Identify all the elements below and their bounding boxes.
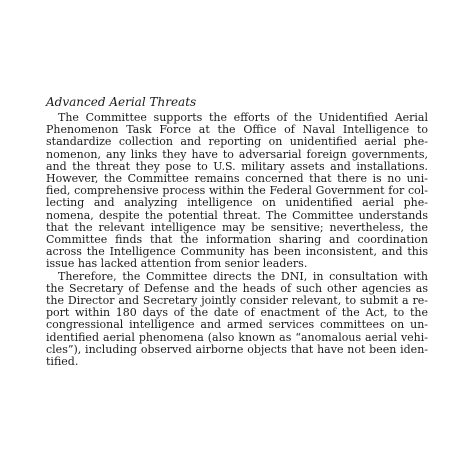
text-line: that the relevant intelligence may be sensitive; nevertheless, the	[46, 220, 428, 234]
text-line: across the Intelligence Community has been inconsistent, and this	[46, 245, 428, 259]
text-line: and the threat they pose to U.S. military assets and installations.	[46, 159, 428, 173]
text-line: Phenomenon Task Force at the Office of Naval Intelligence to	[46, 123, 428, 137]
text-line: nomena, despite the potential threat. The Committee understands	[46, 208, 428, 222]
section-heading: Advanced Aerial Threats	[46, 95, 197, 109]
text-line: Committee finds that the information sharing and coordination	[46, 233, 428, 247]
text-line: The Committee supports the efforts of the Unidentified Aerial	[58, 111, 428, 124]
paragraph-1	[46, 112, 428, 271]
text-line: nomenon, any links they have to adversarial foreign governments,	[46, 147, 428, 161]
text-line: the Director and Secretary jointly consider relevant, to submit a re-	[46, 294, 428, 308]
text-line: However, the Committee remains concerned that there is no uni-	[46, 172, 428, 186]
text-line: standardize collection and reporting on unidentified aerial phe-	[46, 135, 428, 149]
text-line: issue has lacked attention from senior leaders.	[46, 257, 308, 271]
text-block	[46, 94, 428, 368]
text-line: congressional intelligence and armed services committees on un-	[46, 318, 428, 332]
text-line: the Secretary of Defense and the heads of such other agencies as	[46, 281, 428, 295]
text-line: identified aerial phenomena (also known as “anomalous aerial vehi-	[46, 330, 428, 344]
text-line: lecting and analyzing intelligence on unidentified aerial phe-	[46, 196, 428, 210]
text-line: cles”), including observed airborne objects that have not been iden-	[46, 342, 428, 356]
paragraph-2	[46, 271, 428, 369]
text-line: tified.	[46, 355, 79, 369]
text-line: Therefore, the Committee directs the DNI, in consultation with	[58, 269, 428, 283]
text-line: fied, comprehensive process within the Federal Government for col-	[46, 184, 428, 198]
text-line: port within 180 days of the date of enactment of the Act, to the	[46, 306, 428, 320]
